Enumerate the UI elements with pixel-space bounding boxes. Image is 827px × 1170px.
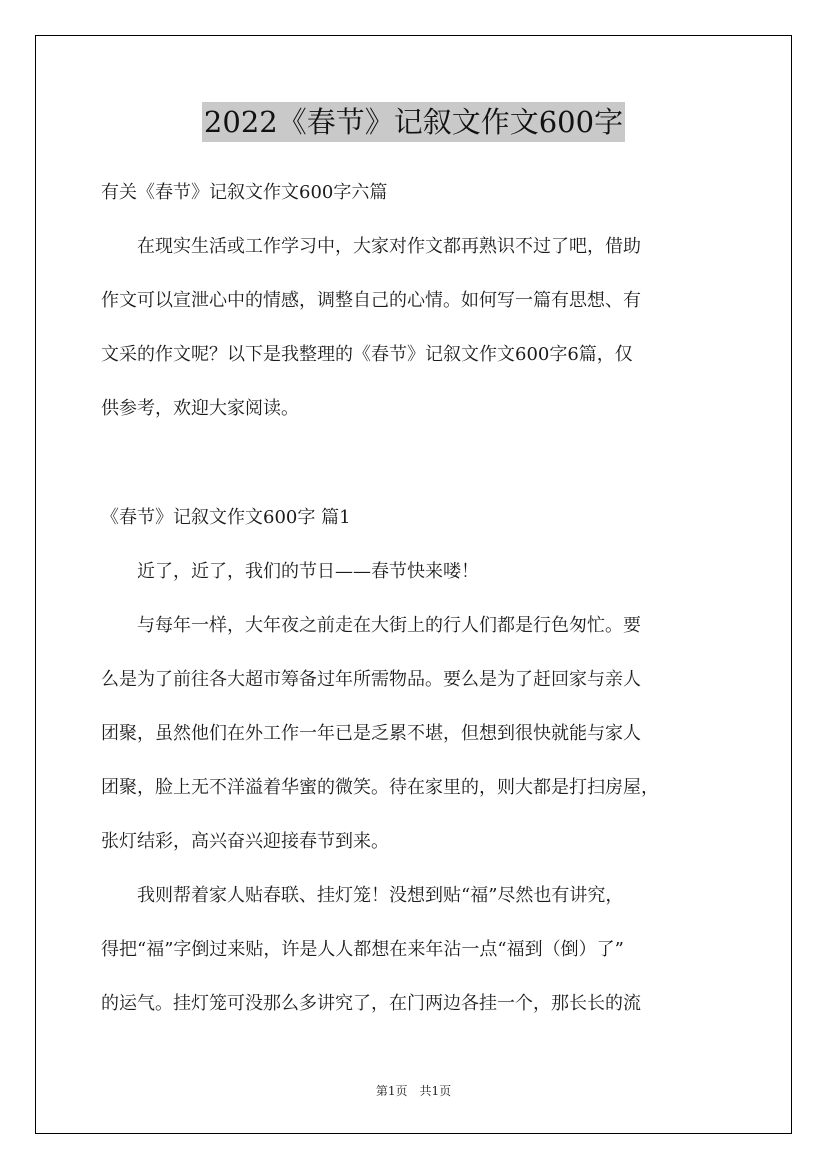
body-line: 我则帮着家人贴春联、挂灯笼！没想到贴“福”尽然也有讲究， <box>101 885 624 906</box>
body-paragraphs <box>101 545 741 1031</box>
page-footer: 第1页 共1页 <box>375 1084 452 1098</box>
body-line: 团聚，脸上无不洋溢着华蜜的微笑。待在家里的，则大都是打扫房屋， <box>101 777 659 798</box>
section-heading: 《春节》记叙文作文600字 篇1 <box>101 507 351 528</box>
subtitle-block <box>101 166 741 220</box>
intro-line: 作文可以宣泄心中的情感，调整自己的心情。如何写一篇有思想、有 <box>101 290 641 311</box>
section-heading-block <box>101 491 741 545</box>
title-wrap <box>0 102 827 142</box>
body-line: 得把“福”字倒过来贴，许是人人都想在来年沾一点“福到（倒）了” <box>101 939 624 960</box>
intro-line: 供参考，欢迎大家阅读。 <box>101 398 299 419</box>
body-line: 近了，近了，我们的节日——春节快来喽！ <box>101 561 479 582</box>
body-line: 的运气。挂灯笼可没那么多讲究了，在门两边各挂一个，那长长的流 <box>101 993 641 1014</box>
intro-paragraph <box>101 220 741 436</box>
body-line: 与每年一样，大年夜之前走在大街上的行人们都是行色匆忙。要 <box>101 615 641 636</box>
subtitle: 有关《春节》记叙文作文600字六篇 <box>101 182 388 203</box>
body-line: 张灯结彩，高兴奋兴迎接春节到来。 <box>101 831 389 852</box>
intro-line: 在现实生活或工作学习中，大家对作文都再熟识不过了吧，借助 <box>101 236 641 257</box>
body-line: 团聚，虽然他们在外工作一年已是乏累不堪，但想到很快就能与家人 <box>101 723 641 744</box>
document-title: 2022《春节》记叙文作文600字 <box>202 102 625 142</box>
body-line: 么是为了前往各大超市筹备过年所需物品。要么是为了赶回家与亲人 <box>101 669 641 690</box>
intro-line: 文采的作文呢？以下是我整理的《春节》记叙文作文600字6篇，仅 <box>101 344 633 365</box>
